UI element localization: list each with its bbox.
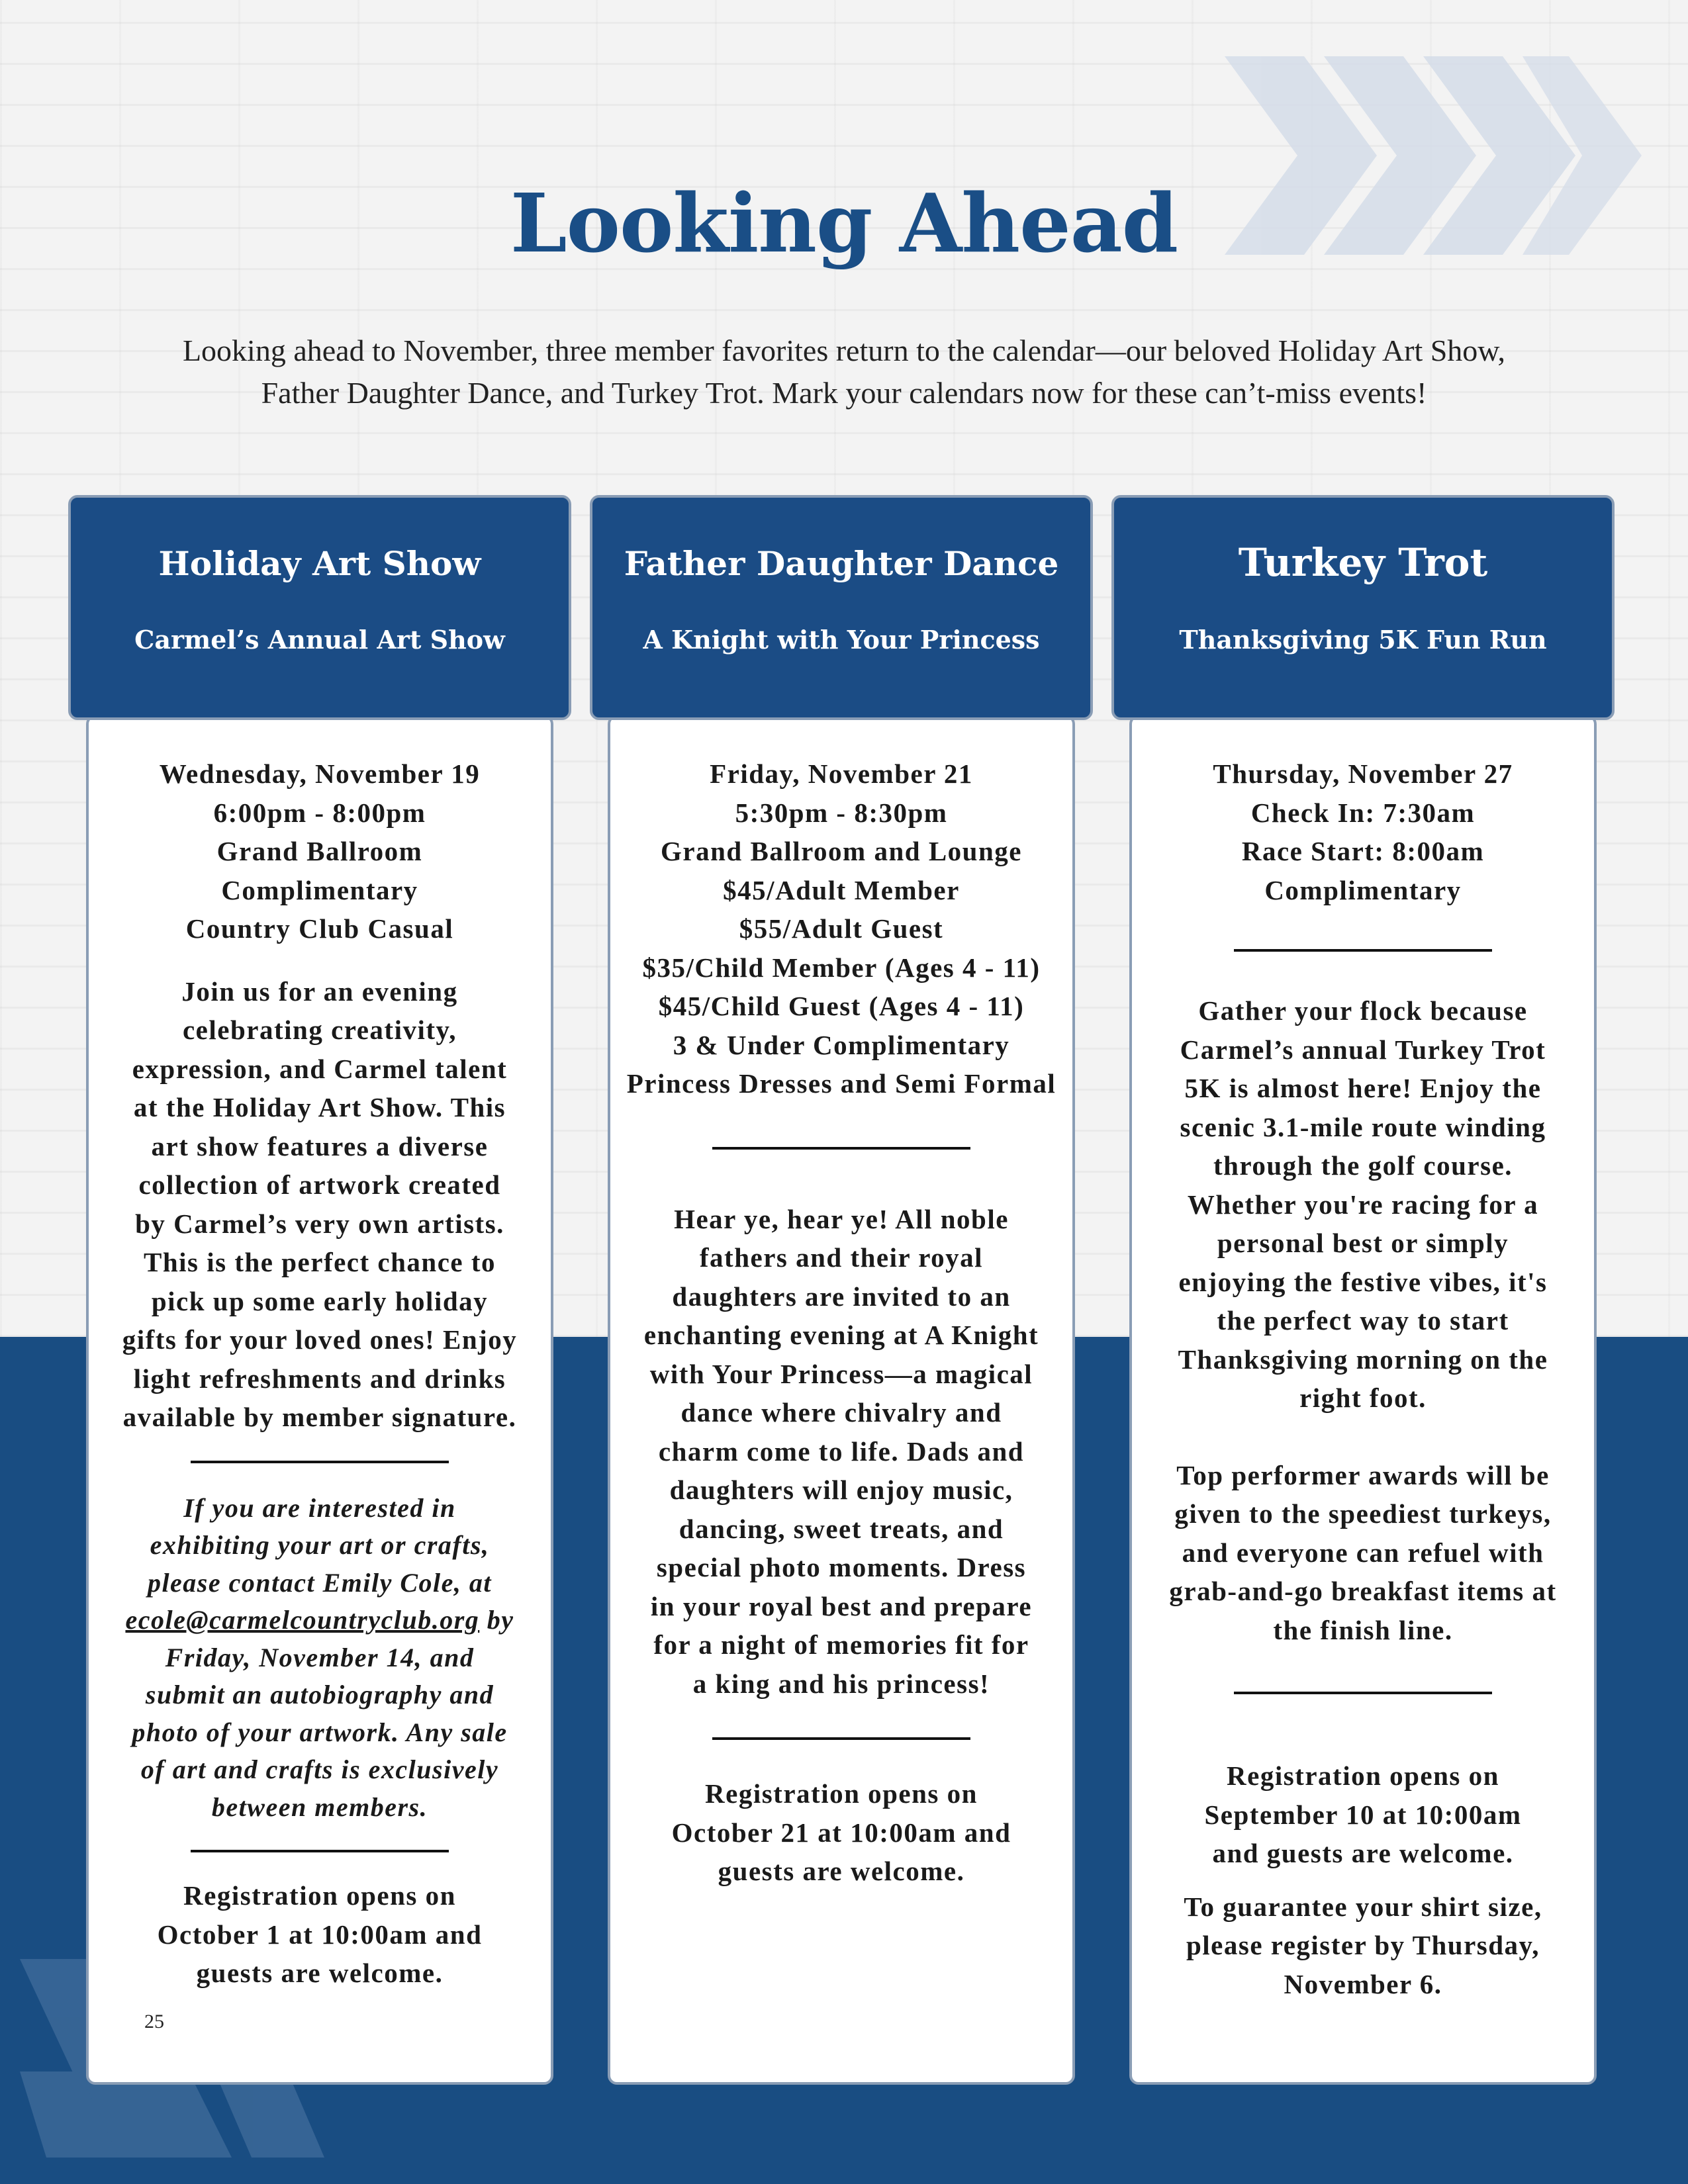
card-content-father-daughter-dance bbox=[616, 754, 1067, 1891]
event-price: Complimentary bbox=[221, 874, 418, 905]
event-price-adult-member: $45/Adult Member bbox=[723, 874, 960, 905]
card-subtitle: Thanksgiving 5K Fun Run bbox=[1179, 625, 1547, 655]
card-title: Turkey Trot bbox=[1238, 540, 1488, 585]
event-price-child-guest: $45/Child Guest (Ages 4 - 11) bbox=[658, 991, 1025, 1021]
event-location: Grand Ballroom and Lounge bbox=[661, 836, 1022, 866]
event-race-start: Race Start: 8:00am bbox=[1241, 836, 1485, 866]
event-description: Hear ye, hear ye! All noble fathers and their royal daughters are invited to an enchanting evening at A Knight with Your Princess—a magical dance where chivalry and charm come to life. Dads and daughters will enjoy music, dancing, sweet treats, and special photo moments. Dress in your royal best and prepare for a night of memories fit for a king and his princess! bbox=[643, 1203, 1039, 1699]
card-content-holiday-art-show bbox=[106, 754, 534, 1993]
divider bbox=[712, 1737, 970, 1740]
registration-info: Registration opens on October 1 at 10:00am and guests are welcome. bbox=[157, 1880, 483, 1988]
card-subtitle: A Knight with Your Princess bbox=[643, 625, 1040, 655]
event-time: 6:00pm - 8:00pm bbox=[213, 797, 426, 828]
registration-info: Registration opens on October 21 at 10:00am and guests are welcome. bbox=[671, 1778, 1011, 1886]
event-description: Join us for an evening celebrating creativity, expression, and Carmel talent at the Holiday Art Show. This art show features a diverse collection of artwork created by Carmel’s very own artists. This is the perfect chance to pick up some early holiday gifts for your loved ones! Enjoy light refreshments and drinks available by member signature. bbox=[122, 976, 518, 1432]
exhibitor-note bbox=[124, 1490, 515, 1827]
event-price-child-member: $35/Child Member (Ages 4 - 11) bbox=[642, 952, 1041, 983]
event-description-awards: Top performer awards will be given to the speediest turkeys, and everyone can refuel with grab-and-go breakfast items at the finish line. bbox=[1169, 1459, 1557, 1645]
card-header-turkey-trot bbox=[1111, 495, 1615, 720]
event-date: Friday, November 21 bbox=[710, 758, 973, 789]
shirt-size-note: To guarantee your shirt size, please register by Thursday, November 6. bbox=[1184, 1891, 1542, 1999]
event-price-adult-guest: $55/Adult Guest bbox=[739, 913, 944, 944]
card-header-father-daughter-dance bbox=[590, 495, 1093, 720]
event-location: Grand Ballroom bbox=[216, 836, 423, 866]
card-title: Father Daughter Dance bbox=[624, 544, 1059, 583]
event-check-in: Check In: 7:30am bbox=[1250, 797, 1476, 828]
divider bbox=[712, 1147, 970, 1150]
divider bbox=[1234, 949, 1492, 952]
card-title: Holiday Art Show bbox=[158, 544, 481, 583]
page-number: 25 bbox=[144, 2011, 164, 2032]
intro-paragraph: Looking ahead to November, three member favorites return to the calendar—our beloved Holiday Art Show, Father Daughter Dance, and Turkey Trot. Mark your calendars now for these can’t-miss events! bbox=[182, 334, 1506, 410]
email-link[interactable]: ecole@carmelcountryclub.org bbox=[125, 1605, 480, 1635]
event-time: 5:30pm - 8:30pm bbox=[735, 797, 948, 828]
event-description: Gather your flock because Carmel’s annual Turkey Trot 5K is almost here! Enjoy the scenic 3.1-mile route winding through the golf course. Whether you're racing for a personal best or simply enjoying the festive vibes, it's the perfect way to start Thanksgiving morning on the right foot. bbox=[1178, 995, 1548, 1413]
divider bbox=[191, 1850, 449, 1852]
exhibitor-note-text: If you are interested in exhibiting your art or crafts, please contact Emily Cole, at bbox=[147, 1492, 492, 1598]
card-header-holiday-art-show bbox=[68, 495, 571, 720]
card-subtitle: Carmel’s Annual Art Show bbox=[134, 625, 505, 655]
event-price-under-3: 3 & Under Complimentary bbox=[673, 1029, 1010, 1060]
page-title: Looking Ahead bbox=[510, 175, 1178, 271]
exhibitor-note-text-2: by Friday, November 14, and submit an autobiography and photo of your artwork. Any sale of art and crafts is exclusively between members. bbox=[132, 1605, 514, 1822]
card-content-turkey-trot bbox=[1149, 754, 1577, 2003]
event-date: Thursday, November 27 bbox=[1213, 758, 1513, 789]
divider bbox=[1234, 1692, 1492, 1694]
event-dress-code: Country Club Casual bbox=[185, 913, 454, 944]
event-date: Wednesday, November 19 bbox=[159, 758, 481, 789]
event-dress-code: Princess Dresses and Semi Formal bbox=[626, 1068, 1056, 1099]
divider bbox=[191, 1461, 449, 1463]
registration-info: Registration opens on September 10 at 10:00am and guests are welcome. bbox=[1204, 1760, 1522, 1868]
event-price: Complimentary bbox=[1264, 874, 1462, 905]
